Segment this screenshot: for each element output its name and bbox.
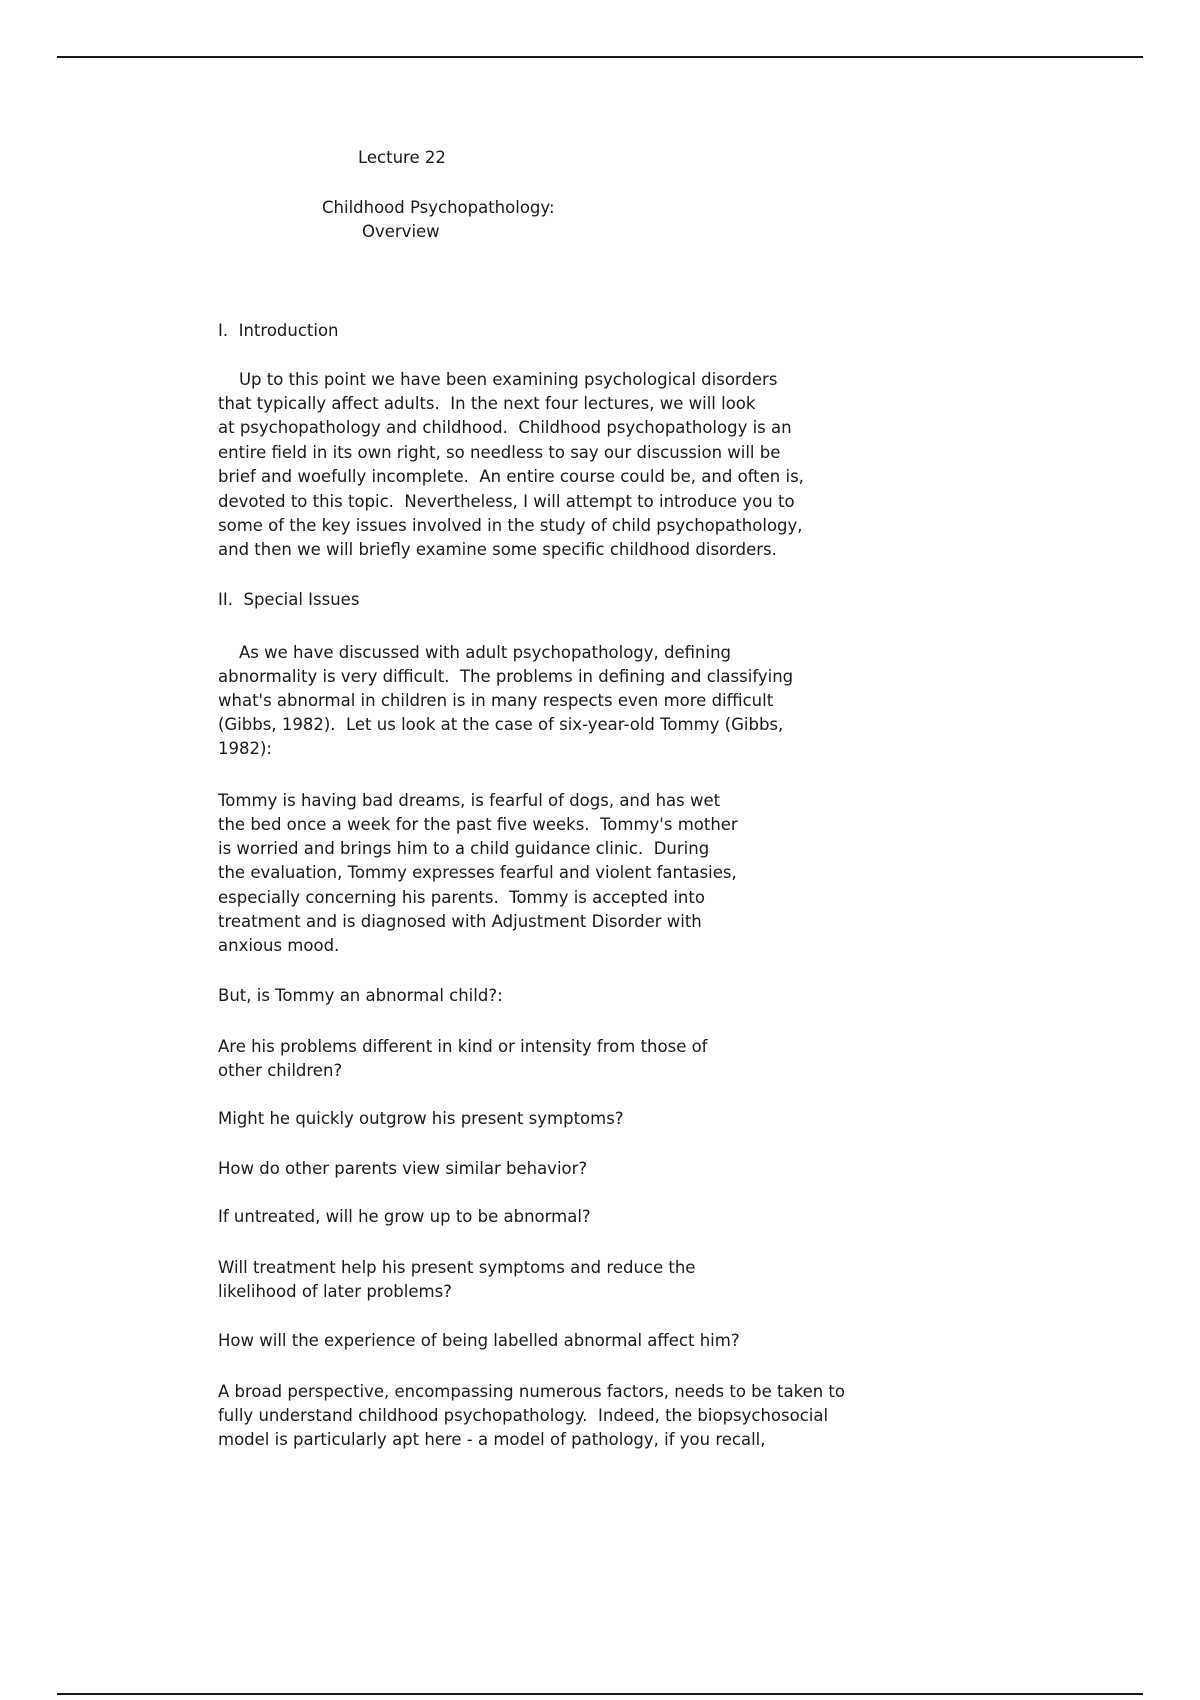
bottom-rule [57, 1693, 1143, 1695]
paragraph-line: the bed once a week for the past five weeks. Tommy's mother [218, 815, 738, 834]
paragraph-line: (Gibbs, 1982). Let us look at the case of six-year-old Tommy (Gibbs, [218, 715, 784, 734]
paragraph-line: especially concerning his parents. Tommy is accepted into [218, 888, 705, 907]
question-line: How do other parents view similar behavior? [218, 1159, 588, 1178]
top-rule [57, 56, 1143, 58]
page-subtitle: Overview [362, 222, 440, 241]
paragraph-line: Tommy is having bad dreams, is fearful of dogs, and has wet [218, 791, 721, 810]
paragraph-line: at psychopathology and childhood. Childhood psychopathology is an [218, 418, 792, 437]
question-line: Might he quickly outgrow his present symptoms? [218, 1109, 624, 1128]
paragraph-line: entire field in its own right, so needless to say our discussion will be [218, 443, 781, 462]
paragraph-line: is worried and brings him to a child guidance clinic. During [218, 839, 710, 858]
paragraph-line: devoted to this topic. Nevertheless, I will attempt to introduce you to [218, 492, 795, 511]
paragraph-line: some of the key issues involved in the study of child psychopathology, [218, 516, 803, 535]
section-heading-special-issues: II. Special Issues [218, 590, 360, 609]
paragraph-line: the evaluation, Tommy expresses fearful and violent fantasies, [218, 863, 737, 882]
question-intro: But, is Tommy an abnormal child?: [218, 986, 503, 1005]
paragraph-line: Up to this point we have been examining psychological disorders [218, 370, 778, 389]
paragraph-line: abnormality is very difficult. The problems in defining and classifying [218, 667, 794, 686]
paragraph-line: A broad perspective, encompassing numerous factors, needs to be taken to [218, 1382, 845, 1401]
paragraph-line: 1982): [218, 739, 272, 758]
lecture-number: Lecture 22 [358, 148, 446, 167]
paragraph-line: As we have discussed with adult psychopathology, defining [218, 643, 732, 662]
paragraph-line: that typically affect adults. In the next four lectures, we will look [218, 394, 756, 413]
paragraph-line: what's abnormal in children is in many respects even more difficult [218, 691, 774, 710]
paragraph-line: treatment and is diagnosed with Adjustment Disorder with [218, 912, 702, 931]
paragraph-line: model is particularly apt here - a model of pathology, if you recall, [218, 1430, 766, 1449]
question-line: If untreated, will he grow up to be abnormal? [218, 1207, 591, 1226]
question-line: How will the experience of being labelled abnormal affect him? [218, 1331, 740, 1350]
paragraph-line: and then we will briefly examine some specific childhood disorders. [218, 540, 777, 559]
question-line: Will treatment help his present symptoms and reduce the [218, 1258, 696, 1277]
paragraph-line: fully understand childhood psychopathology. Indeed, the biopsychosocial [218, 1406, 829, 1425]
question-line: Are his problems different in kind or intensity from those of [218, 1037, 708, 1056]
paragraph-line: anxious mood. [218, 936, 340, 955]
section-heading-introduction: I. Introduction [218, 321, 339, 340]
question-line: likelihood of later problems? [218, 1282, 452, 1301]
question-line: other children? [218, 1061, 343, 1080]
page-title: Childhood Psychopathology: [322, 198, 555, 217]
paragraph-line: brief and woefully incomplete. An entire course could be, and often is, [218, 467, 804, 486]
